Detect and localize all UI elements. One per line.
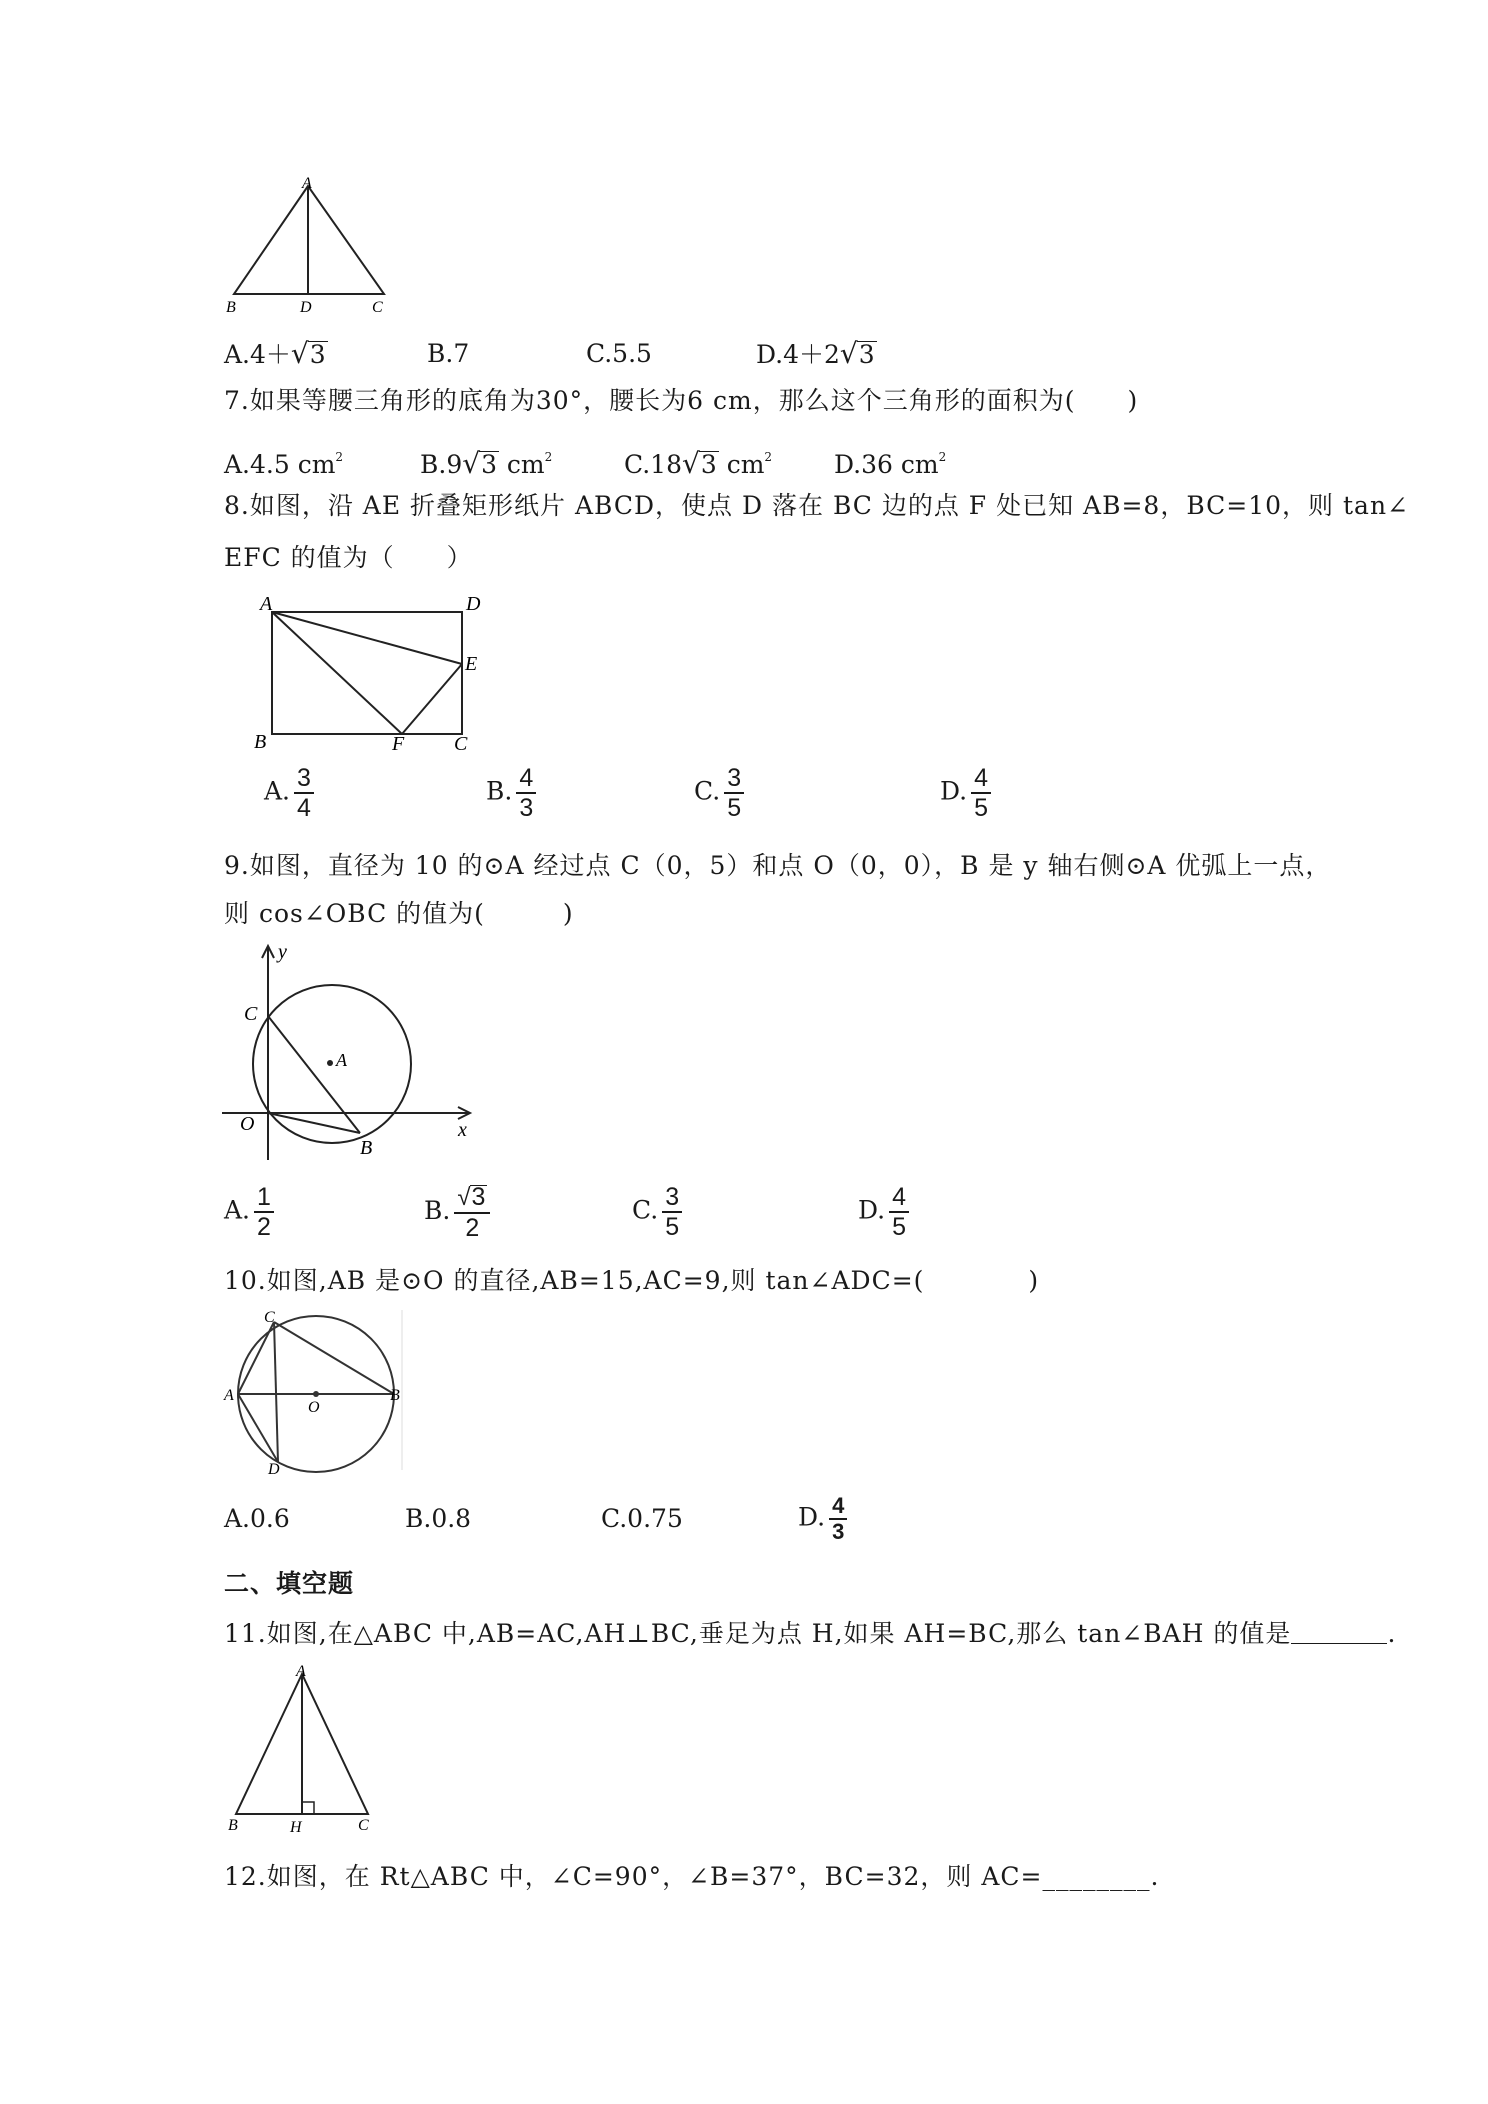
label-f: F (392, 733, 405, 750)
label-c: C (358, 1817, 369, 1832)
q8-option-c: C. $\frac{3}{5}$ (694, 764, 744, 822)
label-o: O (240, 1113, 255, 1135)
section-heading-fill-in: 二、填空题 (224, 1569, 355, 1598)
label-a: A (336, 1050, 347, 1070)
q8-option-d: D. $\frac{4}{5}$ (940, 764, 991, 822)
q10-option-c: C.0.75 (601, 1504, 683, 1533)
rectangle-fold-figure-q8 (246, 590, 492, 750)
label-b: B (360, 1137, 373, 1159)
q12-question: 12.如图，在 Rt△ABC 中，∠C=90°，∠B=37°，BC=32，则 AC=________. (224, 1862, 1160, 1891)
q8-question-line2: EFC 的值为（ ） (224, 543, 473, 572)
q11-answer-blank[interactable] (1291, 1619, 1387, 1644)
label-d: D (300, 299, 312, 316)
q10-option-d: D. $\frac{4}{3}$ (798, 1494, 847, 1544)
label-b: B (390, 1387, 400, 1404)
q9-question-line1: 9.如图，直径为 10 的⊙A 经过点 C（0，5）和点 O（0，0），B 是 y 轴右侧⊙A 优弧上一点， (224, 851, 1332, 880)
q8-question-line1: 8.如图，沿 AE 折叠矩形纸片 ABCD，使点 D 落在 BC 边的点 F 处已知 AB=8，BC=10，则 tan∠ (224, 491, 1409, 520)
q7-question: 7.如果等腰三角形的底角为30°，腰长为6 cm，那么这个三角形的面积为( ) (224, 386, 1139, 415)
q7-option-b: B.9√3 $cm^2$ (420, 447, 553, 480)
label-b: B (228, 1817, 238, 1832)
q6-option-a: A.4＋√3 (224, 337, 326, 370)
q10-option-b: B.0.8 (405, 1504, 472, 1533)
label-e: E (465, 653, 478, 675)
label-y: y (278, 941, 287, 963)
q6-option-b: B.7 (427, 339, 470, 368)
label-d: D (268, 1461, 280, 1476)
label-a: A (296, 1664, 306, 1680)
label-o: O (308, 1399, 320, 1416)
label-a: A (260, 593, 273, 615)
label-b: B (226, 299, 236, 316)
label-c: C (454, 733, 468, 750)
isosceles-triangle-figure-q11 (222, 1664, 382, 1832)
q7-option-d: D.36 $cm^2$ (834, 450, 947, 479)
label-d: D (466, 593, 481, 615)
q8-option-b: B. $\frac{4}{3}$ (486, 764, 536, 822)
circle-diameter-figure-q10 (222, 1310, 408, 1476)
label-b: B (254, 731, 267, 750)
q9-option-a: A. $\frac{1}{2}$ (224, 1183, 274, 1241)
q10-question: 10.如图,AB 是⊙O 的直径,AB=15,AC=9,则 tan∠ADC=( ) (224, 1266, 1040, 1295)
label-x: x (458, 1119, 467, 1141)
triangle-figure-q6 (220, 176, 390, 316)
label-a: A (302, 176, 312, 192)
q9-option-d: D. $\frac{4}{5}$ (858, 1183, 909, 1241)
q7-option-a: A.4.5 $cm^2$ (224, 450, 344, 479)
q6-option-d: D.4＋2√3 (756, 337, 875, 370)
q9-option-c: C. $\frac{3}{5}$ (632, 1183, 682, 1241)
label-a: A (224, 1387, 234, 1404)
q8-option-a: A. $\frac{3}{4}$ (264, 764, 314, 822)
label-c: C (244, 1003, 258, 1025)
q7-option-c: C.18√3 $cm^2$ (624, 447, 773, 480)
label-c: C (372, 299, 383, 316)
label-c: C (264, 1310, 275, 1326)
circle-coordinate-figure-q9 (222, 940, 484, 1160)
q9-question-line2: 则 cos∠OBC 的值为( ) (224, 899, 574, 928)
q10-option-a: A.0.6 (224, 1504, 290, 1533)
q9-option-b: B. $\frac{√3}{2}$ (424, 1183, 490, 1242)
label-h: H (290, 1819, 302, 1832)
q11-question: 11.如图,在△ABC 中,AB=AC,AH⊥BC,垂足为点 H,如果 AH=BC,那么 tan∠BAH 的值是 . (224, 1619, 1397, 1648)
q6-option-c: C.5.5 (586, 339, 652, 368)
